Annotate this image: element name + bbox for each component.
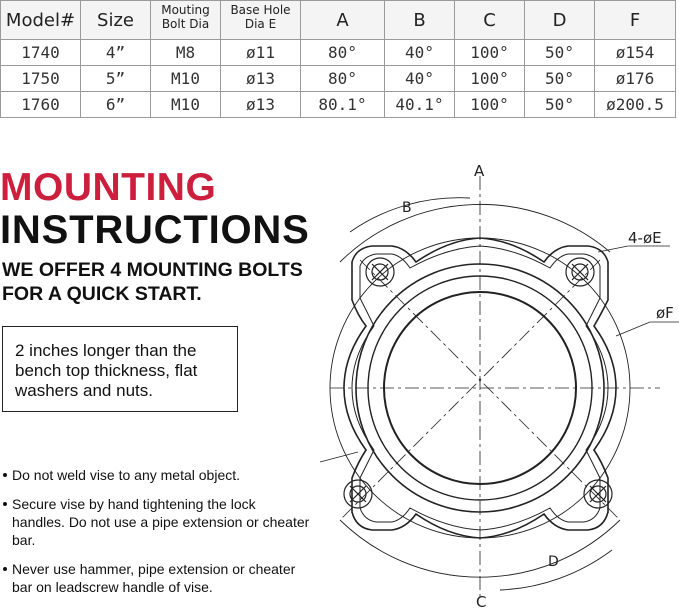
col-header-d: D xyxy=(525,1,595,40)
table-cell: ø11 xyxy=(221,40,301,66)
bolt-hole-top-left xyxy=(366,258,394,286)
col-header-hole-dia: Base Hole Dia E xyxy=(221,1,301,40)
table-cell: ø13 xyxy=(221,92,301,118)
headline-instructions: INSTRUCTIONS xyxy=(0,208,310,252)
table-row xyxy=(1,66,676,92)
table-cell: 80° xyxy=(301,66,385,92)
dimension-label-c: C xyxy=(476,593,487,611)
bolt-length-note xyxy=(2,326,238,412)
table-row xyxy=(1,92,676,118)
col-header-a: A xyxy=(301,1,385,40)
dimension-arc-a xyxy=(340,204,610,262)
spec-table xyxy=(0,0,676,118)
safety-bullet-list xyxy=(2,466,312,607)
table-cell: M10 xyxy=(151,92,221,118)
headline-mounting: MOUNTING xyxy=(0,166,217,209)
table-cell: ø200.5 xyxy=(595,92,676,118)
leader-f xyxy=(616,322,650,336)
table-cell: 50° xyxy=(525,66,595,92)
table-cell: 40° xyxy=(385,66,455,92)
vise-base-technical-drawing xyxy=(300,150,679,612)
table-cell: ø154 xyxy=(595,40,676,66)
col-header-model: Model# xyxy=(1,1,81,40)
table-cell: 50° xyxy=(525,40,595,66)
table-row xyxy=(1,40,676,66)
table-cell: 80.1° xyxy=(301,92,385,118)
list-item: Secure vise by hand tightening the lock handles. Do not use a pipe extension or cheater bar. xyxy=(2,495,312,549)
table-cell: ø13 xyxy=(221,66,301,92)
callout-label-e: 4-øE xyxy=(628,229,662,247)
table-cell: 1760 xyxy=(1,92,81,118)
leader-left xyxy=(320,452,358,462)
table-cell: 40.1° xyxy=(385,92,455,118)
col-header-c: C xyxy=(455,1,525,40)
table-header-row xyxy=(1,1,676,40)
dimension-label-d: D xyxy=(548,554,559,570)
table-cell: 5” xyxy=(81,66,151,92)
table-cell: M8 xyxy=(151,40,221,66)
table-cell: 1750 xyxy=(1,66,81,92)
col-header-b: B xyxy=(385,1,455,40)
list-item: Never use hammer, pipe extension or cheater bar on leadscrew handle of vise. xyxy=(2,560,312,596)
table-cell: 100° xyxy=(455,66,525,92)
dimension-label-a: A xyxy=(474,162,485,180)
table-cell: 4” xyxy=(81,40,151,66)
table-cell: 50° xyxy=(525,92,595,118)
subheadline: WE OFFER 4 MOUNTING BOLTS FOR A QUICK START. xyxy=(2,259,303,305)
table-cell: 100° xyxy=(455,92,525,118)
callout-label-f: øF xyxy=(656,304,674,322)
table-cell: 1740 xyxy=(1,40,81,66)
bolt-hole-bottom-left xyxy=(344,480,372,508)
dimension-label-b: B xyxy=(402,200,412,216)
table-cell: 6” xyxy=(81,92,151,118)
table-cell: 40° xyxy=(385,40,455,66)
table-cell: ø176 xyxy=(595,66,676,92)
list-item: Do not weld vise to any metal object. xyxy=(2,466,312,484)
bolt-length-note-text: 2 inches longer than the bench top thickness, flat washers and nuts. xyxy=(15,341,198,400)
col-header-bolt-dia: Mouting Bolt Dia xyxy=(151,1,221,40)
table-cell: 100° xyxy=(455,40,525,66)
bolt-hole-top-right xyxy=(566,258,594,286)
table-cell: M10 xyxy=(151,66,221,92)
table-cell: 80° xyxy=(301,40,385,66)
col-header-f: F xyxy=(595,1,676,40)
col-header-size: Size xyxy=(81,1,151,40)
